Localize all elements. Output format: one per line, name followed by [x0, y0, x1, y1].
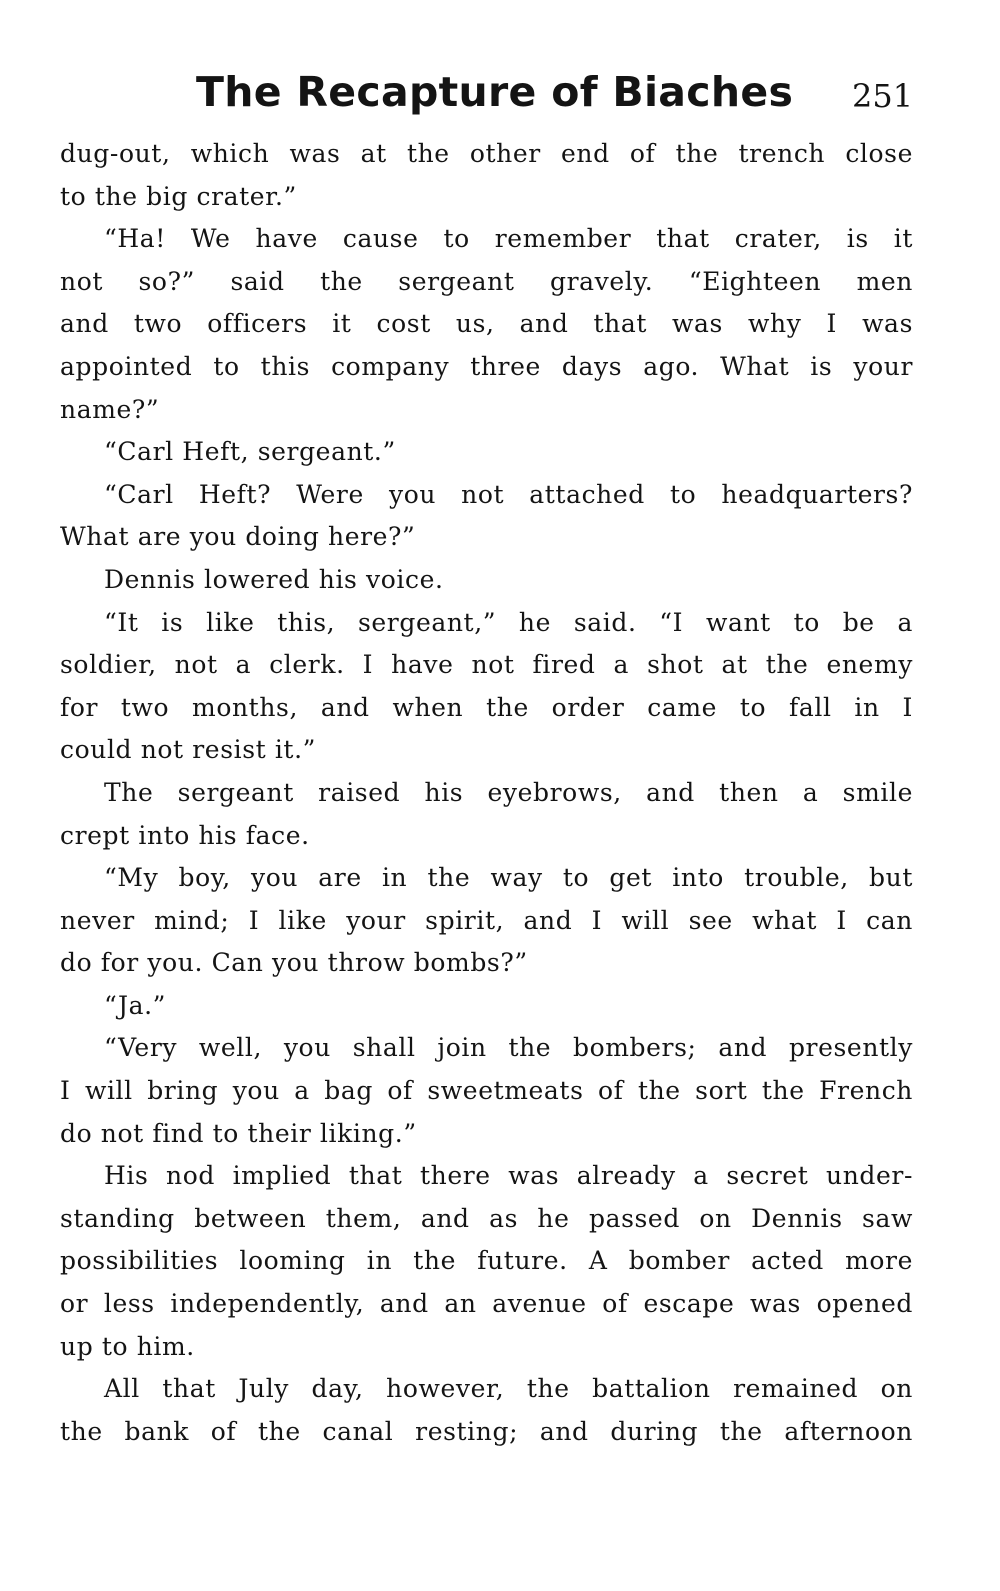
text-line: I will bring you a bag of sweetmeats of the sort the French [60, 1076, 913, 1106]
text-line: What are you doing here?” [60, 522, 416, 552]
text-line: standing between them, and as he passed on Dennis saw [60, 1203, 913, 1233]
text-line: “Very well, you shall join the bombers; and presently [104, 1033, 913, 1063]
running-title: The Recapture of Biaches [196, 68, 794, 116]
text-line: Dennis lowered his voice. [104, 564, 444, 594]
text-line: do for you. Can you throw bombs?” [60, 948, 528, 978]
text-line: name?” [60, 394, 160, 424]
text-line: could not resist it.” [60, 735, 317, 765]
text-line: The sergeant raised his eyebrows, and then a smile [104, 777, 913, 807]
text-line: “Ha! We have cause to remember that crater, is it [104, 224, 913, 254]
text-line: the bank of the canal resting; and during the afternoon [60, 1416, 913, 1446]
page-number: 251 [852, 77, 914, 115]
text-line: appointed to this company three days ago. What is your [60, 351, 913, 381]
text-line: His nod implied that there was already a secret under- [104, 1161, 913, 1191]
text-line: not so?” said the sergeant gravely. “Eighteen men [60, 266, 913, 296]
text-line: soldier, not a clerk. I have not fired a shot at the enemy [60, 650, 913, 680]
text-line: “It is like this, sergeant,” he said. “I want to be a [104, 607, 913, 637]
text-line: All that July day, however, the battalion remained on [104, 1374, 913, 1404]
text-line: “My boy, you are in the way to get into trouble, but [104, 863, 913, 893]
text-line: up to him. [60, 1331, 195, 1361]
text-line: do not find to their liking.” [60, 1118, 417, 1148]
running-head [0, 62, 1000, 122]
text-line: “Ja.” [104, 990, 167, 1020]
text-line: or less independently, and an avenue of escape was opened [60, 1289, 913, 1319]
text-line: to the big crater.” [60, 181, 297, 211]
text-line: dug-out, which was at the other end of the trench close [60, 139, 913, 168]
body-text [60, 133, 913, 1453]
text-line: crept into his face. [60, 820, 310, 850]
text-line: “Carl Heft? Were you not attached to headquarters? [104, 479, 913, 509]
text-line: for two months, and when the order came to fall in I [60, 692, 913, 722]
text-line: never mind; I like your spirit, and I will see what I can [60, 905, 913, 935]
text-line: “Carl Heft, sergeant.” [104, 437, 396, 467]
text-line: and two officers it cost us, and that was why I was [60, 309, 913, 339]
text-line: possibilities looming in the future. A bomber acted more [60, 1246, 913, 1276]
